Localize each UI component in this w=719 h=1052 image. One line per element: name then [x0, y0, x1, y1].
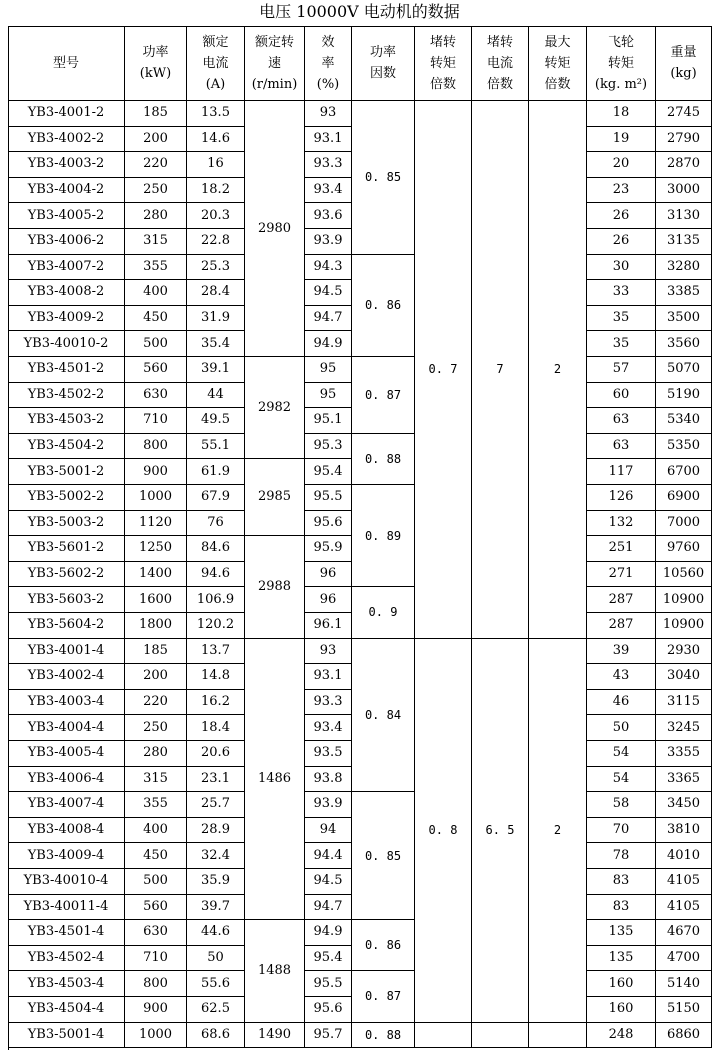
cell-current: 35.4 — [187, 331, 245, 357]
motor-data-table — [8, 26, 712, 1050]
cell-flywheel: 58 — [587, 792, 656, 818]
cell-flywheel: 78 — [587, 843, 656, 869]
cell-power: 1400 — [125, 562, 187, 588]
cell-flywheel: 20 — [587, 152, 656, 178]
cell-model: YB3-4502-4 — [8, 946, 125, 972]
cell-efficiency: 94 — [305, 818, 352, 844]
cell-current: 28.4 — [187, 280, 245, 306]
cell-weight: 3135 — [656, 229, 712, 255]
cell-current: 67.9 — [187, 485, 245, 511]
cell-power: 1120 — [125, 511, 187, 537]
cell-efficiency: 93.4 — [305, 178, 352, 204]
cell-power: 280 — [125, 741, 187, 767]
cell-model: YB3-5602-2 — [8, 562, 125, 588]
cell-flywheel: 30 — [587, 255, 656, 281]
cell-flywheel: 35 — [587, 306, 656, 332]
cell-current: 22.8 — [187, 229, 245, 255]
cell-flywheel: 33 — [587, 280, 656, 306]
cell-current: 20.6 — [187, 741, 245, 767]
cell-power-factor: 0. 85 — [352, 792, 415, 920]
cell-current: 39.7 — [187, 895, 245, 921]
cell-power-factor: 0. 88 — [352, 434, 415, 485]
cell-model: YB3-4005-2 — [8, 203, 125, 229]
cell-efficiency: 93 — [305, 639, 352, 665]
cell-flywheel: 63 — [587, 434, 656, 460]
header-line: 功率 — [369, 45, 396, 60]
header-locked-torque — [415, 26, 472, 101]
cell-efficiency: 95.1 — [305, 408, 352, 434]
cell-current: 25.3 — [187, 255, 245, 281]
cell-weight: 5340 — [656, 408, 712, 434]
cell-model: YB3-4003-4 — [8, 690, 125, 716]
cell-weight: 5140 — [656, 971, 712, 997]
cell-weight: 7000 — [656, 511, 712, 537]
cell-model: YB3-4504-2 — [8, 434, 125, 460]
cell-current: 44.6 — [187, 920, 245, 946]
cell-efficiency: 93.8 — [305, 767, 352, 793]
cell-model: YB3-5604-2 — [8, 613, 125, 639]
cell-model: YB3-4008-4 — [8, 818, 125, 844]
cell-flywheel: 287 — [587, 613, 656, 639]
cell-locked-torque: 0. 7 — [415, 101, 472, 639]
cell-locked-torque — [415, 1023, 472, 1049]
cell-power: 1250 — [125, 536, 187, 562]
cell-model: YB3-4003-2 — [8, 152, 125, 178]
cell-model: YB3-4001-2 — [8, 101, 125, 127]
header-speed — [245, 26, 305, 101]
cell-current: 68.6 — [187, 1023, 245, 1049]
header-line: 因数 — [369, 66, 396, 81]
cell-current: 16.2 — [187, 690, 245, 716]
cell-weight: 10900 — [656, 587, 712, 613]
cell-model: YB3-4501-4 — [8, 920, 125, 946]
cell-locked-current: 6. 5 — [472, 639, 529, 1023]
cell-current: 50 — [187, 946, 245, 972]
cell-flywheel: 43 — [587, 664, 656, 690]
cell-efficiency: 95 — [305, 383, 352, 409]
cell-model: YB3-4008-2 — [8, 280, 125, 306]
cell-power: 450 — [125, 306, 187, 332]
cell-flywheel: 135 — [587, 920, 656, 946]
cell-current: 32.4 — [187, 843, 245, 869]
cell-current: 20.3 — [187, 203, 245, 229]
cell-current: 106.9 — [187, 587, 245, 613]
cell-efficiency: 93.1 — [305, 664, 352, 690]
cell-flywheel: 83 — [587, 869, 656, 895]
header-line: (%) — [316, 76, 340, 92]
cell-power: 280 — [125, 203, 187, 229]
cell-power-factor: 0. 86 — [352, 255, 415, 357]
cell-power: 200 — [125, 127, 187, 153]
cell-efficiency: 93.9 — [305, 229, 352, 255]
cell-model: YB3-4006-4 — [8, 767, 125, 793]
cell-current: 84.6 — [187, 536, 245, 562]
cell-weight: 5350 — [656, 434, 712, 460]
cell-speed: 2980 — [245, 101, 305, 357]
cell-weight: 4105 — [656, 895, 712, 921]
cell-efficiency: 94.7 — [305, 306, 352, 332]
cell-current: 94.6 — [187, 562, 245, 588]
cell-weight: 2870 — [656, 152, 712, 178]
cell-power: 800 — [125, 971, 187, 997]
header-line: 堵转 — [429, 34, 456, 50]
cell-model: YB3-5003-2 — [8, 511, 125, 537]
cell-weight: 6860 — [656, 1023, 712, 1049]
cell-power: 1000 — [125, 1023, 187, 1049]
header-line: 电流 — [486, 55, 513, 71]
cell-speed: 1486 — [245, 639, 305, 921]
cell-weight: 5070 — [656, 357, 712, 383]
cell-power: 710 — [125, 946, 187, 972]
header-line: (A) — [205, 76, 226, 92]
cell-model: YB3-40010-2 — [8, 331, 125, 357]
header-model: 型号 — [8, 26, 125, 101]
cell-power: 630 — [125, 383, 187, 409]
cell-model: YB3-4009-2 — [8, 306, 125, 332]
cell-weight: 4700 — [656, 946, 712, 972]
cell-efficiency: 96.1 — [305, 613, 352, 639]
cell-current: 39.1 — [187, 357, 245, 383]
cell-current: 35.9 — [187, 869, 245, 895]
cell-efficiency: 95.7 — [305, 1023, 352, 1049]
header-line: 电流 — [202, 55, 229, 71]
header-line: 倍数 — [486, 76, 513, 92]
cell-model: YB3-5001-4 — [8, 1023, 125, 1049]
cell-current: 44 — [187, 383, 245, 409]
cell-power: 900 — [125, 997, 187, 1023]
cell-current: 31.9 — [187, 306, 245, 332]
cell-current: 62.5 — [187, 997, 245, 1023]
header-line: 效 — [321, 34, 335, 50]
header-flywheel — [587, 26, 656, 101]
cell-efficiency: 93.6 — [305, 203, 352, 229]
cell-weight: 3450 — [656, 792, 712, 818]
cell-power-factor: 0. 87 — [352, 971, 415, 1022]
cell-flywheel: 117 — [587, 459, 656, 485]
cell-efficiency: 94.7 — [305, 895, 352, 921]
cell-power: 500 — [125, 331, 187, 357]
cell-efficiency: 93.5 — [305, 741, 352, 767]
cell-flywheel: 18 — [587, 101, 656, 127]
cell-current: 14.6 — [187, 127, 245, 153]
cell-max-torque: 2 — [529, 639, 587, 1023]
cell-flywheel: 160 — [587, 971, 656, 997]
cell-weight: 3365 — [656, 767, 712, 793]
header-line: 最大 — [544, 34, 571, 50]
cell-current: 49.5 — [187, 408, 245, 434]
cell-power: 630 — [125, 920, 187, 946]
header-weight — [656, 26, 712, 101]
cell-power: 400 — [125, 818, 187, 844]
cell-weight: 3355 — [656, 741, 712, 767]
cell-efficiency: 93.3 — [305, 690, 352, 716]
header-line: 率 — [321, 55, 335, 71]
cell-model: YB3-5601-2 — [8, 536, 125, 562]
cell-weight: 4010 — [656, 843, 712, 869]
cell-model: YB3-4002-2 — [8, 127, 125, 153]
cell-power-factor: 0. 87 — [352, 357, 415, 434]
cell-weight: 3000 — [656, 178, 712, 204]
cell-current: 120.2 — [187, 613, 245, 639]
cell-power-factor: 0. 9 — [352, 587, 415, 638]
cell-flywheel: 35 — [587, 331, 656, 357]
cell-power-factor: 0. 89 — [352, 485, 415, 587]
cell-power: 1600 — [125, 587, 187, 613]
cell-flywheel: 46 — [587, 690, 656, 716]
cell-speed: 2982 — [245, 357, 305, 459]
cell-power: 250 — [125, 715, 187, 741]
cell-flywheel: 83 — [587, 895, 656, 921]
cell-current: 23.1 — [187, 767, 245, 793]
cell-weight: 9760 — [656, 536, 712, 562]
cell-power: 560 — [125, 895, 187, 921]
cell-weight: 3385 — [656, 280, 712, 306]
cell-weight: 2790 — [656, 127, 712, 153]
header-line: 转矩 — [607, 55, 634, 71]
cell-power: 250 — [125, 178, 187, 204]
cell-flywheel: 251 — [587, 536, 656, 562]
cell-efficiency: 95.6 — [305, 511, 352, 537]
header-line: (kW) — [139, 66, 172, 81]
header-max-torque — [529, 26, 587, 101]
cell-efficiency: 93.9 — [305, 792, 352, 818]
cell-flywheel: 271 — [587, 562, 656, 588]
cell-current: 18.2 — [187, 178, 245, 204]
cell-model: YB3-4001-4 — [8, 639, 125, 665]
header-line: 额定 — [202, 34, 229, 50]
cell-weight: 10900 — [656, 613, 712, 639]
cell-weight: 4105 — [656, 869, 712, 895]
cell-current: 61.9 — [187, 459, 245, 485]
cell-efficiency: 93.4 — [305, 715, 352, 741]
cell-flywheel: 26 — [587, 203, 656, 229]
cell-power: 315 — [125, 767, 187, 793]
cell-weight: 2745 — [656, 101, 712, 127]
header-current — [187, 26, 245, 101]
cell-weight: 3130 — [656, 203, 712, 229]
cell-current: 13.7 — [187, 639, 245, 665]
cell-flywheel: 248 — [587, 1023, 656, 1049]
cell-current: 16 — [187, 152, 245, 178]
table-title: 电压 10000V 电动机的数据 — [259, 2, 460, 21]
cell-efficiency: 95.5 — [305, 485, 352, 511]
cell-power: 220 — [125, 152, 187, 178]
cell-model: YB3-5002-2 — [8, 485, 125, 511]
cell-power: 710 — [125, 408, 187, 434]
cell-flywheel: 70 — [587, 818, 656, 844]
cell-model: YB3-5001-2 — [8, 459, 125, 485]
cell-model: YB3-4502-2 — [8, 383, 125, 409]
cell-weight: 5190 — [656, 383, 712, 409]
cell-model: YB3-40011-4 — [8, 895, 125, 921]
cell-flywheel: 135 — [587, 946, 656, 972]
cell-speed: 1488 — [245, 920, 305, 1022]
header-power-factor — [352, 26, 415, 101]
cell-current: 28.9 — [187, 818, 245, 844]
cell-efficiency: 95.4 — [305, 459, 352, 485]
header-line: 倍数 — [544, 76, 571, 92]
cell-power-factor: 0. 86 — [352, 920, 415, 971]
cell-flywheel: 54 — [587, 767, 656, 793]
cell-weight: 3245 — [656, 715, 712, 741]
header-line: (kg. m²) — [594, 76, 648, 92]
cell-power-factor: 0. 84 — [352, 639, 415, 793]
cell-power: 500 — [125, 869, 187, 895]
cell-model: YB3-4005-4 — [8, 741, 125, 767]
header-efficiency — [305, 26, 352, 101]
cell-efficiency: 95.9 — [305, 536, 352, 562]
cell-efficiency: 95.3 — [305, 434, 352, 460]
header-line: (r/min) — [251, 76, 298, 92]
cell-current: 14.8 — [187, 664, 245, 690]
cell-current: 76 — [187, 511, 245, 537]
cell-power: 355 — [125, 255, 187, 281]
cell-flywheel: 60 — [587, 383, 656, 409]
cell-locked-torque: 0. 8 — [415, 639, 472, 1023]
cell-speed: 2988 — [245, 536, 305, 638]
cell-efficiency: 94.9 — [305, 920, 352, 946]
cell-locked-current — [472, 1023, 529, 1049]
cell-model: YB3-5603-2 — [8, 587, 125, 613]
cell-power-factor: 0. 85 — [352, 101, 415, 255]
cell-efficiency: 95.4 — [305, 946, 352, 972]
cell-model: YB3-4007-2 — [8, 255, 125, 281]
cell-flywheel: 57 — [587, 357, 656, 383]
cell-speed: 1490 — [245, 1023, 305, 1049]
cell-model: YB3-4004-4 — [8, 715, 125, 741]
cell-flywheel: 160 — [587, 997, 656, 1023]
cell-max-torque — [529, 1023, 587, 1049]
cell-power: 315 — [125, 229, 187, 255]
cell-efficiency: 96 — [305, 587, 352, 613]
cell-weight: 6900 — [656, 485, 712, 511]
cell-weight: 3040 — [656, 664, 712, 690]
cell-model: YB3-4006-2 — [8, 229, 125, 255]
cell-power: 185 — [125, 639, 187, 665]
header-line: 转矩 — [429, 55, 456, 71]
cell-model: YB3-4504-4 — [8, 997, 125, 1023]
cell-model: YB3-4503-4 — [8, 971, 125, 997]
cell-model: YB3-4503-2 — [8, 408, 125, 434]
header-line: 倍数 — [429, 76, 456, 92]
cell-efficiency: 95.5 — [305, 971, 352, 997]
cell-efficiency: 94.5 — [305, 280, 352, 306]
cell-model: YB3-4009-4 — [8, 843, 125, 869]
header-line: 飞轮 — [607, 34, 634, 50]
cell-current: 25.7 — [187, 792, 245, 818]
cell-model: YB3-40010-4 — [8, 869, 125, 895]
header-line: 重量 — [670, 45, 697, 60]
cell-weight: 3500 — [656, 306, 712, 332]
cell-power: 355 — [125, 792, 187, 818]
cell-efficiency: 93.3 — [305, 152, 352, 178]
cell-weight: 2930 — [656, 639, 712, 665]
cell-weight: 10560 — [656, 562, 712, 588]
header-line: 额定转 — [254, 34, 294, 50]
cell-efficiency: 95 — [305, 357, 352, 383]
cell-efficiency: 93 — [305, 101, 352, 127]
header-line: 堵转 — [486, 34, 513, 50]
cell-max-torque: 2 — [529, 101, 587, 639]
header-line: (kg) — [670, 66, 697, 81]
cell-model: YB3-4002-4 — [8, 664, 125, 690]
cell-power-factor: 0. 88 — [352, 1023, 415, 1049]
cell-flywheel: 54 — [587, 741, 656, 767]
cell-flywheel: 63 — [587, 408, 656, 434]
cell-weight: 5150 — [656, 997, 712, 1023]
cell-weight: 3280 — [656, 255, 712, 281]
cell-weight: 3560 — [656, 331, 712, 357]
cell-current: 55.1 — [187, 434, 245, 460]
cell-flywheel: 19 — [587, 127, 656, 153]
cell-weight: 3810 — [656, 818, 712, 844]
cell-power: 1800 — [125, 613, 187, 639]
cell-weight: 6700 — [656, 459, 712, 485]
cell-efficiency: 94.9 — [305, 331, 352, 357]
cell-current: 18.4 — [187, 715, 245, 741]
cell-power: 185 — [125, 101, 187, 127]
cell-efficiency: 96 — [305, 562, 352, 588]
cell-flywheel: 287 — [587, 587, 656, 613]
cell-efficiency: 94.4 — [305, 843, 352, 869]
cell-power: 200 — [125, 664, 187, 690]
cell-efficiency: 94.5 — [305, 869, 352, 895]
cell-power: 900 — [125, 459, 187, 485]
cell-flywheel: 126 — [587, 485, 656, 511]
header-line: 速 — [267, 55, 281, 71]
cell-flywheel: 23 — [587, 178, 656, 204]
cell-flywheel: 50 — [587, 715, 656, 741]
cell-current: 13.5 — [187, 101, 245, 127]
cell-model: YB3-4007-4 — [8, 792, 125, 818]
cell-flywheel: 39 — [587, 639, 656, 665]
cell-model: YB3-4501-2 — [8, 357, 125, 383]
cell-weight: 3115 — [656, 690, 712, 716]
cell-current: 55.6 — [187, 971, 245, 997]
cell-power: 450 — [125, 843, 187, 869]
cell-efficiency: 95.6 — [305, 997, 352, 1023]
cell-weight: 4670 — [656, 920, 712, 946]
header-locked-current — [472, 26, 529, 101]
cell-flywheel: 26 — [587, 229, 656, 255]
cell-power: 560 — [125, 357, 187, 383]
cell-efficiency: 94.3 — [305, 255, 352, 281]
cell-locked-current: 7 — [472, 101, 529, 639]
header-line: 功率 — [142, 45, 169, 60]
cell-power: 1000 — [125, 485, 187, 511]
cell-flywheel: 132 — [587, 511, 656, 537]
cell-power: 220 — [125, 690, 187, 716]
cell-power: 400 — [125, 280, 187, 306]
cell-speed: 2985 — [245, 459, 305, 536]
cell-power: 800 — [125, 434, 187, 460]
header-power — [125, 26, 187, 101]
cell-model: YB3-4004-2 — [8, 178, 125, 204]
header-line: 转矩 — [544, 55, 571, 71]
cell-efficiency: 93.1 — [305, 127, 352, 153]
